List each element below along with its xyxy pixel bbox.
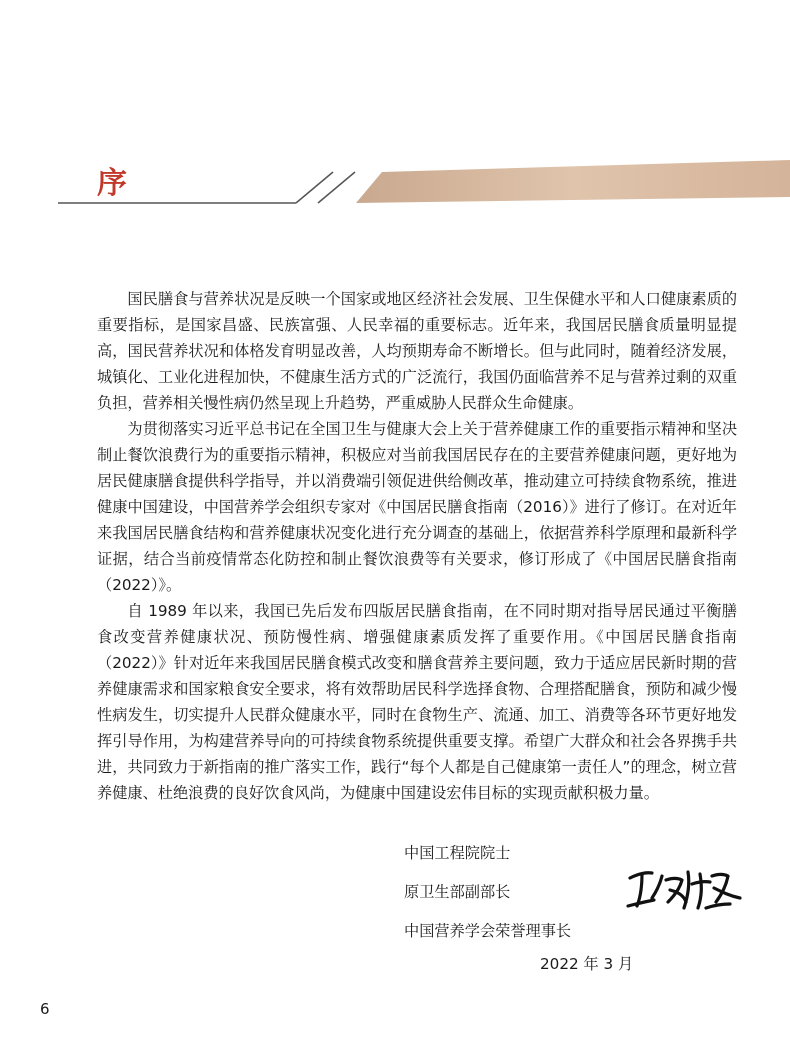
header-slash-2 bbox=[318, 172, 355, 203]
header-band bbox=[356, 160, 790, 203]
page-number: 6 bbox=[40, 1000, 50, 1018]
signer-title-3: 中国营养学会荣誉理事长 bbox=[404, 922, 572, 940]
chapter-title: 序 bbox=[97, 166, 128, 201]
signer-title-2: 原卫生部副部长 bbox=[404, 883, 511, 901]
paragraph-1: 国民膳食与营养状况是反映一个国家或地区经济社会发展、卫生保健水平和人口健康素质的重要指标，是国家昌盛、民族富强、人民幸福的重要标志。近年来，我国居民膳食质量明显提高，国民营养状况和体格发育明显改善，人均预期寿命不断增长。但与此同时，随着经济发展，城镇化、工业化进程加快，不健康生活方式的广泛流行，我国仍面临营养不足与营养过剩的双重负担，营养相关慢性病仍然呈现上升趋势，严重威胁人民群众生命健康。 bbox=[97, 290, 737, 412]
preface-body bbox=[97, 286, 737, 806]
paragraph-2: 为贯彻落实习近平总书记在全国卫生与健康大会上关于营养健康工作的重要指示精神和坚决制止餐饮浪费行为的重要指示精神，积极应对当前我国居民存在的主要营养健康问题，更好地为居民健康膳食提供科学指导，并以消费端引领促进供给侧改革，推动建立可持续食物系统，推进健康中国建设，中国营养学会组织专家对《中国居民膳食指南（2016）》进行了修订。在对近年来我国居民膳食结构和营养健康状况变化进行充分调查的基础上，依据营养科学原理和最新科学证据，结合当前疫情常态化防控和制止餐饮浪费等有关要求，修订形成了《中国居民膳食指南（2022）》。 bbox=[97, 420, 737, 594]
handwritten-signature bbox=[622, 862, 746, 926]
paragraph-3: 自 1989 年以来，我国已先后发布四版居民膳食指南，在不同时期对指导居民通过平衡膳食改变营养健康状况、预防慢性病、增强健康素质发挥了重要作用。《中国居民膳食指南（2022）》针对近年来我国居民膳食模式改变和膳食营养主要问题，致力于适应居民新时期的营养健康需求和国家粮食安全要求，将有效帮助居民科学选择食物、合理搭配膳食，预防和减少慢性病发生，切实提升人民群众健康水平，同时在食物生产、流通、加工、消费等各环节更好地发挥引导作用，为构建营养导向的可持续食物系统提供重要支撑。希望广大群众和社会各界携手共进，共同致力于新指南的推广落实工作，践行“每个人都是自己健康第一责任人”的理念，树立营养健康、杜绝浪费的良好饮食风尚，为健康中国建设宏伟目标的实现贡献积极力量。 bbox=[97, 602, 737, 802]
header-slash-1 bbox=[296, 172, 333, 203]
chapter-header bbox=[0, 0, 790, 230]
signer-title-1: 中国工程院院士 bbox=[404, 844, 511, 862]
signature-date: 2022 年 3 月 bbox=[540, 955, 634, 973]
